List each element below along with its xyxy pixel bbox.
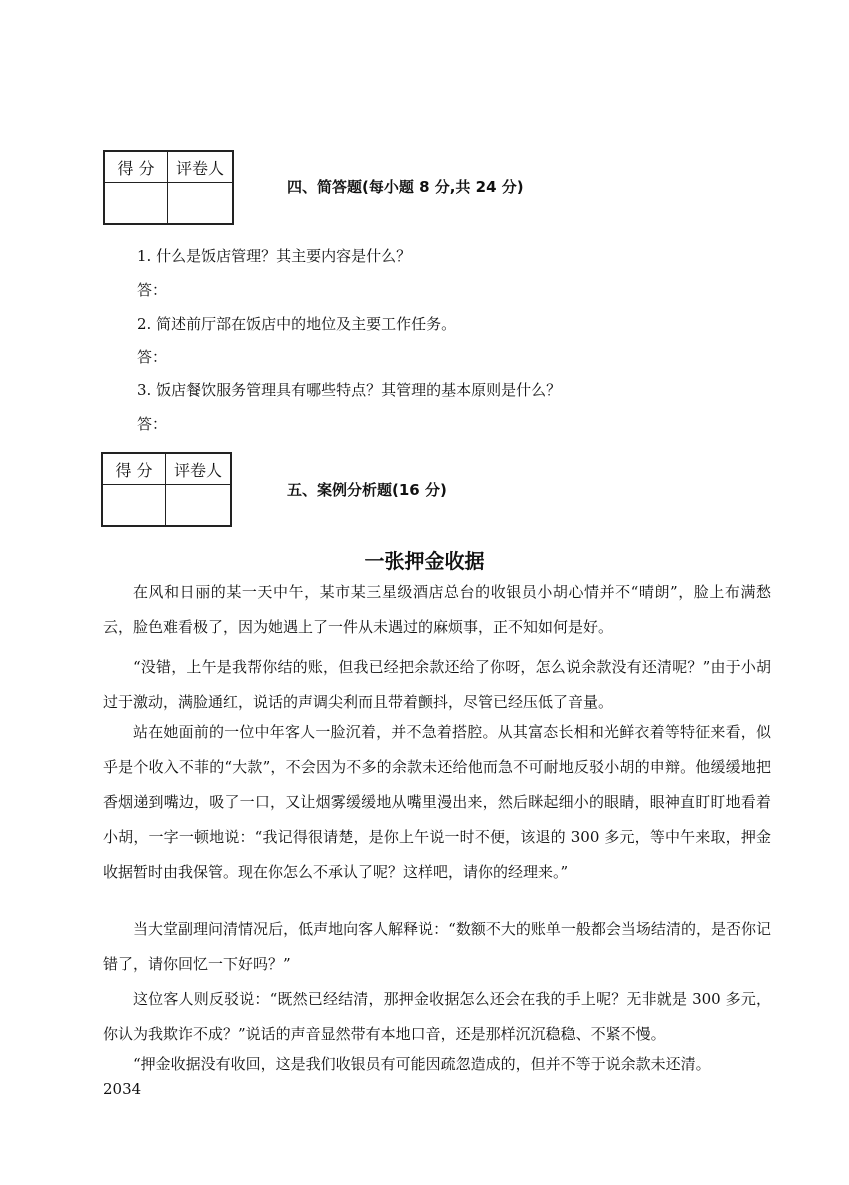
score-cell[interactable]	[102, 485, 166, 527]
grader-cell[interactable]	[166, 485, 232, 527]
grader-label: 评卷人	[168, 151, 234, 183]
score-box-section5	[101, 452, 232, 527]
case-paragraph-1: 在风和日丽的某一天中午，某市某三星级酒店总台的收银员小胡心情并不“晴朗”，脸上布满愁云，脸色难看极了，因为她遇上了一件从未遇过的麻烦事，正不知如何是好。	[103, 583, 771, 636]
answer-label-1: 答：	[137, 281, 168, 299]
case-paragraph-3: 站在她面前的一位中年客人一脸沉着，并不急着搭腔。从其富态长相和光鲜衣着等特征来看，似乎是个收入不菲的“大款”，不会因为不多的余款未还给他而急不可耐地反驳小胡的申辩。他缓缓地把香烟递到嘴边，吸了一口，又让烟雾缓缓地从嘴里漫出来，然后眯起细小的眼睛，眼神直盯盯地看着小胡，一字一顿地说：“我记得很请楚，是你上午说一时不便，该退的 300 多元，等中午来取，押金收据暂时由我保管。现在你怎么不承认了呢？这样吧，请你的经理来。”	[103, 723, 771, 881]
question-3: 3. 饭店餐饮服务管理具有哪些特点？其管理的基本原则是什么？	[137, 381, 562, 399]
question-2: 2. 简述前厅部在饭店中的地位及主要工作任务。	[137, 315, 457, 333]
section4-title: 四、简答题(每小题 8 分,共 24 分)	[287, 178, 524, 196]
answer-label-3: 答：	[137, 415, 168, 433]
score-label: 得 分	[102, 453, 166, 485]
case-paragraph-6: “押金收据没有收回，这是我们收银员有可能因疏忽造成的，但并不等于说余款未还清。	[133, 1055, 711, 1073]
answer-label-2: 答：	[137, 348, 168, 366]
score-label: 得 分	[104, 151, 168, 183]
case-paragraph-5: 这位客人则反驳说：“既然已经结清，那押金收据怎么还会在我的手上呢？无非就是 300 多元，你认为我欺诈不成？”说话的声音显然带有本地口音，还是那样沉沉稳稳、不紧不慢。	[103, 990, 771, 1043]
grader-cell[interactable]	[168, 183, 234, 225]
grader-label: 评卷人	[166, 453, 232, 485]
page-number: 2034	[103, 1080, 142, 1098]
case-paragraph-2: “没错，上午是我帮你结的账，但我已经把余款还给了你呀，怎么说余款没有还清呢？”由于小胡过于激动，满脸通红，说话的声调尖利而且带着颤抖，尽管已经压低了音量。	[103, 658, 771, 711]
case-title: 一张押金收据	[364, 549, 485, 573]
score-cell[interactable]	[104, 183, 168, 225]
case-paragraph-4: 当大堂副理问清情况后，低声地向客人解释说：“数额不大的账单一般都会当场结清的，是否你记错了，请你回忆一下好吗？”	[103, 920, 771, 973]
question-1: 1. 什么是饭店管理？其主要内容是什么？	[137, 247, 412, 265]
section5-title: 五、案例分析题(16 分)	[287, 481, 447, 499]
score-box-section4	[103, 150, 234, 225]
